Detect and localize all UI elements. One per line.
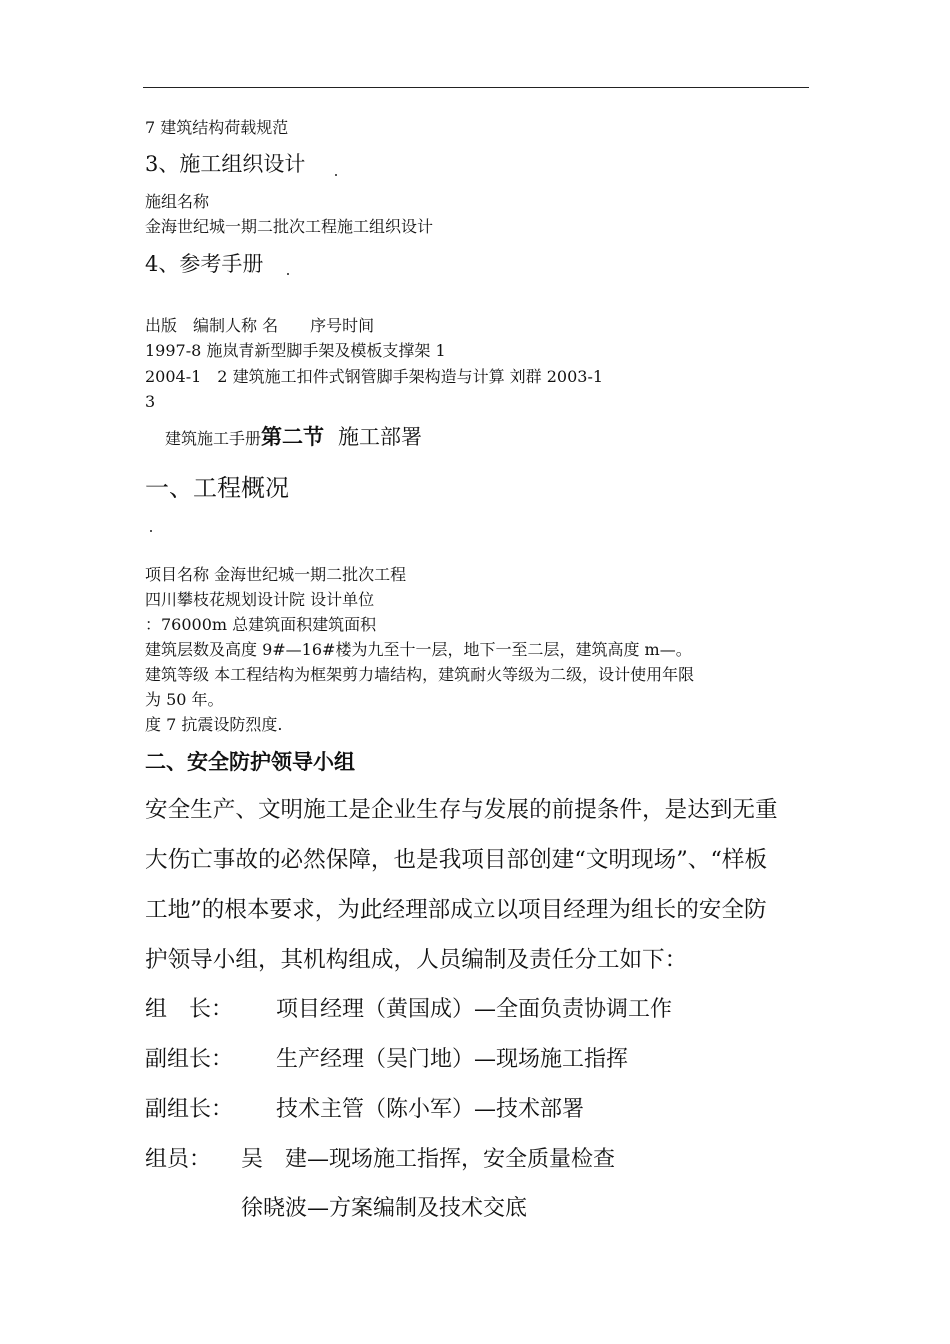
team-row-deputy-1 — [145, 1049, 628, 1071]
ref-table-header: 出版 编制人称 名 序号时间 — [145, 316, 375, 335]
design-unit: 四川攀枝花规划设计院 设计单位 — [145, 590, 375, 609]
ref-row-2-cont: 3 — [145, 392, 156, 411]
team-role-value: 项目经理（黄国成）—全面负责协调工作 — [276, 997, 673, 1022]
ref-item-7: 7 建筑结构荷载规范 — [145, 118, 289, 137]
building-floors: 建筑层数及高度 9#—16#楼为九至十一层，地下一至二层，建筑高度 m—。 — [145, 640, 692, 659]
ref-row-2: 2004-1 2 建筑施工扣件式钢管脚手架构造与计算 刘群 2003-1 — [145, 367, 604, 386]
team-row-leader — [145, 999, 672, 1021]
stray-dot — [335, 174, 337, 176]
plan-name-value: 金海世纪城一期二批次工程施工组织设计 — [145, 217, 434, 236]
section-two-number: 第二节 — [261, 425, 325, 449]
heading-project-overview: 一、工程概况 — [145, 474, 289, 502]
project-name: 项目名称 金海世纪城一期二批次工程 — [145, 565, 407, 584]
seismic-intensity: 度 7 抗震设防烈度. — [145, 715, 283, 734]
team-role-value: 生产经理（吴门地）—现场施工指挥 — [276, 1047, 629, 1072]
building-grade-cont: 为 50 年。 — [145, 690, 224, 709]
section-two-title — [165, 427, 422, 448]
body-line-4: 护领导小组，其机构组成，人员编制及责任分工如下： — [145, 947, 688, 973]
members-label: 组员： — [145, 1147, 212, 1172]
ref-row-1: 1997-8 施岚青新型脚手架及模板支撑架 1 — [145, 341, 446, 360]
member-1: 吴 建—现场施工指挥，安全质量检查 — [241, 1147, 616, 1172]
team-role-value: 技术主管（陈小军）—技术部署 — [276, 1097, 585, 1122]
heading-safety-group: 二、安全防护领导小组 — [145, 750, 355, 774]
section-two-name: 施工部署 — [338, 425, 423, 449]
team-role-label: 副组长： — [145, 1047, 234, 1072]
team-role-label: 组 长： — [145, 997, 234, 1022]
building-area: ：76000m 总建筑面积建筑面积 — [145, 615, 377, 634]
building-grade: 建筑等级 本工程结构为框架剪力墙结构，建筑耐火等级为二级，设计使用年限 — [145, 665, 695, 684]
team-row-members — [145, 1149, 615, 1171]
body-line-1: 安全生产、文明施工是企业生存与发展的前提条件，是达到无重 — [145, 797, 778, 823]
team-row-member-2 — [241, 1198, 527, 1220]
heading-reference-manual: 4、参考手册 — [145, 252, 264, 276]
member-2: 徐晓波—方案编制及技术交底 — [241, 1196, 528, 1221]
stray-dot — [287, 273, 289, 275]
stray-dot — [150, 530, 152, 532]
body-line-3: 工地”的根本要求，为此经理部成立以项目经理为组长的安全防 — [145, 897, 767, 923]
header-rule — [143, 87, 809, 88]
section-two-prefix: 建筑施工手册 — [165, 429, 262, 448]
team-role-label: 副组长： — [145, 1097, 234, 1122]
plan-name-label: 施组名称 — [145, 192, 210, 211]
body-line-2: 大伤亡事故的必然保障，也是我项目部创建“文明现场”、“样板 — [145, 847, 768, 873]
heading-construction-design: 3、施工组织设计 — [145, 152, 306, 176]
team-row-deputy-2 — [145, 1099, 584, 1121]
